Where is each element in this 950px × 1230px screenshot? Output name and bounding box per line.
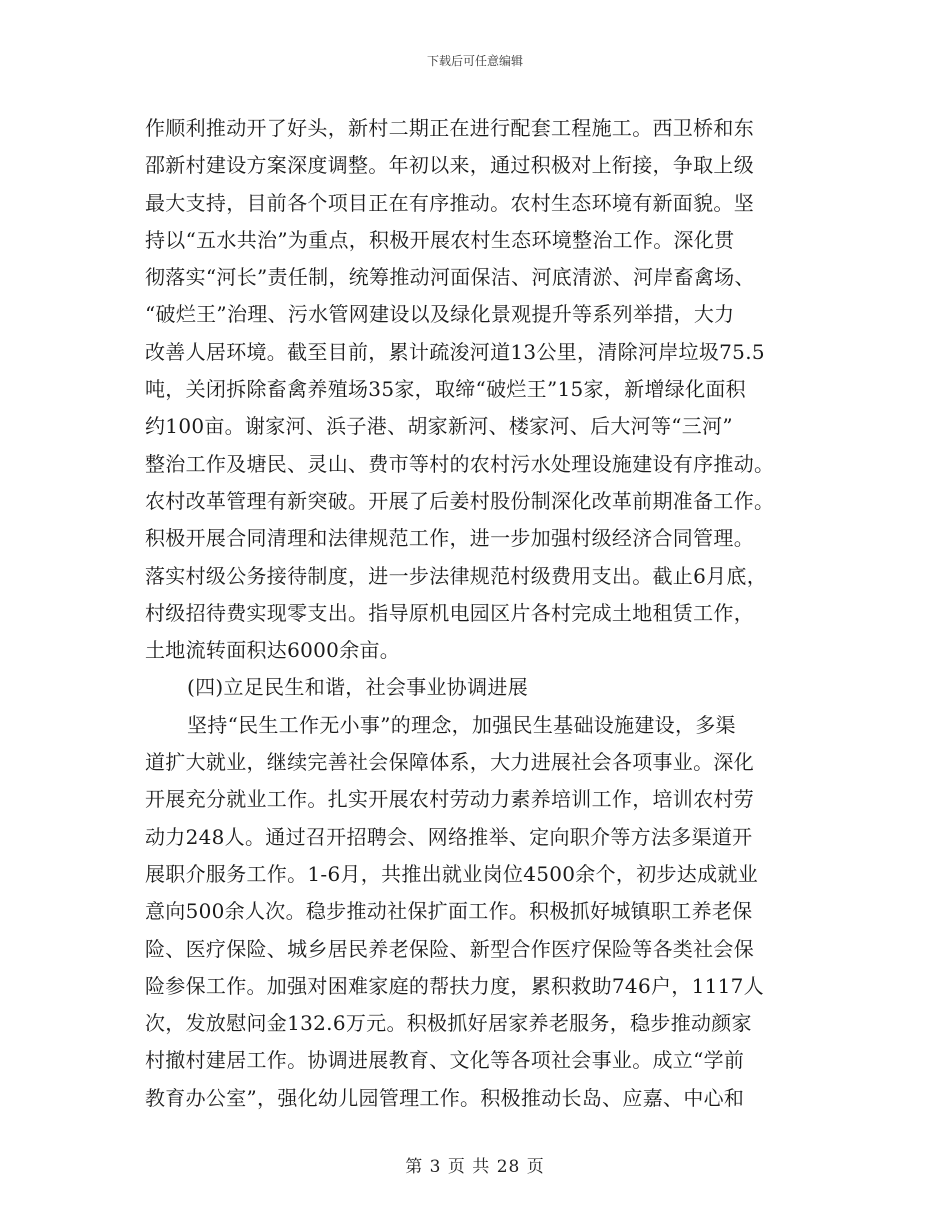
text-line: 道扩大就业，继续完善社会保障体系，大力进展社会各项事业。深化 <box>145 750 754 775</box>
text-line: 村级招待费实现零支出。指导原机电园区片各村完成土地租赁工作， <box>145 600 754 625</box>
text-line: 改善人居环境。截至目前，累计疏浚河道13公里，清除河岸垃圾75.5 <box>145 339 765 364</box>
text-line: 开展充分就业工作。扎实开展农村劳动力素养培训工作，培训农村劳 <box>145 787 754 812</box>
text-line: 教育办公室”，强化幼儿园管理工作。积极推动长岛、应嘉、中心和 <box>145 1085 745 1110</box>
text-line: 村撤村建居工作。协调进展教育、文化等各项社会事业。成立“学前 <box>145 1048 745 1073</box>
page-number-footer: 第 3 页 共 28 页 <box>405 1157 545 1177</box>
text-line: 整治工作及塘民、灵山、费市等村的农村污水处理设施建设有序推动。 <box>145 451 775 476</box>
text-line: 约100亩。谢家河、浜子港、胡家新河、楼家河、后大河等“三河” <box>145 414 733 439</box>
text-line: 持以“五水共治”为重点，积极开展农村生态环境整治工作。深化贯 <box>145 227 735 252</box>
page-header-note: 下载后可任意编辑 <box>426 54 523 68</box>
text-line: 险参保工作。加强对困难家庭的帮扶力度，累积救助746户，1117人 <box>145 973 764 998</box>
text-line: 展职介服务工作。1-6月，共推出就业岗位4500余个，初步达成就业 <box>145 861 759 886</box>
text-line: 农村改革管理有新突破。开展了后姜村股份制深化改革前期准备工作。 <box>145 488 775 513</box>
text-line: 意向500余人次。稳步推动社保扩面工作。积极抓好城镇职工养老保 <box>145 899 753 924</box>
text-line: 最大支持，目前各个项目正在有序推动。农村生态环境有新面貌。坚 <box>145 190 754 215</box>
section-heading: (四)立足民生和谐，社会事业协调进展 <box>187 675 529 700</box>
text-line: 积极开展合同清理和法律规范工作，进一步加强村级经济合同管理。 <box>145 526 754 551</box>
text-line: 吨，关闭拆除畜禽养殖场35家，取缔“破烂王”15家，新增绿化面积 <box>145 377 746 402</box>
text-line: 作顺利推动开了好头，新村二期正在进行配套工程施工。西卫桥和东 <box>145 116 754 140</box>
text-line: 落实村级公务接待制度，进一步法律规范村级费用支出。截止6月底， <box>145 563 768 588</box>
text-line: 动力248人。通过召开招聘会、网络推举、定向职介等方法多渠道开 <box>145 824 753 849</box>
text-line: 险、医疗保险、城乡居民养老保险、新型合作医疗保险等各类社会保 <box>145 936 754 961</box>
text-line: “破烂王”治理、污水管网建设以及绿化景观提升等系列举措，大力 <box>145 302 735 327</box>
document-body <box>145 110 810 1117</box>
text-line: 次，发放慰问金132.6万元。积极抓好居家养老服务，稳步推动颜家 <box>145 1011 752 1036</box>
text-line: 彻落实“河长”责任制，统筹推动河面保洁、河底清淤、河岸畜禽场、 <box>145 265 755 290</box>
text-line: 土地流转面积达6000余亩。 <box>145 638 401 663</box>
text-line: 邵新村建设方案深度调整。年初以来，通过积极对上衔接，争取上级 <box>145 153 754 178</box>
text-line: 坚持“民生工作无小事”的理念，加强民生基础设施建设，多渠 <box>187 712 736 737</box>
